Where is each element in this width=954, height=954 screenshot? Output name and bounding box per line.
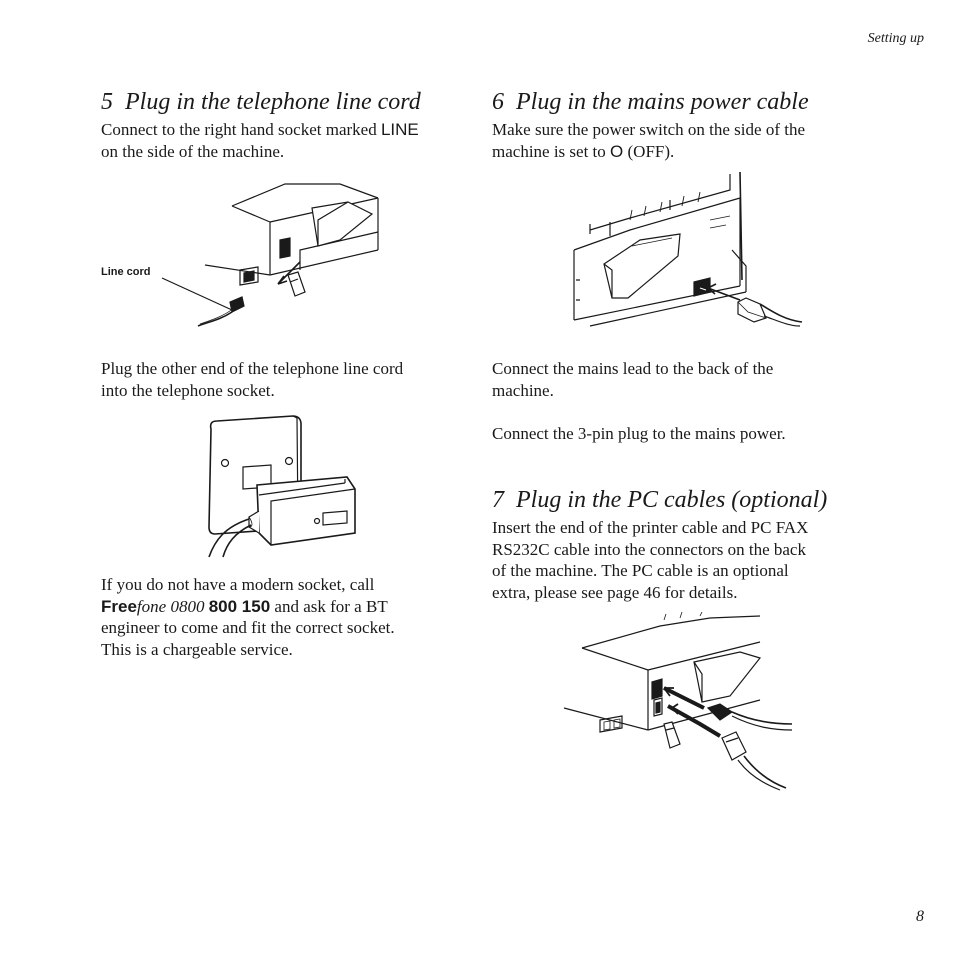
step6-intro-line1: Make sure the power switch on the side of the — [492, 120, 805, 139]
step7-para-line3: of the machine. The PC cable is an optional — [492, 561, 789, 580]
step5-intro — [101, 119, 481, 162]
step6-para3: Connect the 3-pin plug to the mains power. — [492, 424, 786, 443]
step5-title: Plug in the telephone line cord — [125, 89, 421, 115]
fax-side-line-illustration — [150, 180, 390, 330]
freefone-italic: fone 0800 — [136, 596, 205, 616]
step7-para-line2: RS232C cable into the connectors on the back — [492, 539, 806, 559]
step6-title: Plug in the mains power cable — [516, 89, 809, 115]
step5-para3-line3: engineer to come and fit the correct socket. — [101, 618, 395, 637]
step6-intro-line2-part2: (OFF). — [623, 141, 675, 161]
wall-socket-illustration — [205, 415, 365, 560]
running-head: Setting up — [867, 31, 924, 46]
step6-para2-line1: Connect the mains lead to the back of the — [492, 359, 774, 378]
step5-para3 — [101, 574, 481, 660]
fax-back-power-illustration — [570, 170, 810, 335]
freefone-number: 800 150 — [208, 596, 271, 616]
step6-heading — [492, 88, 809, 116]
page-number: 8 — [916, 908, 924, 925]
step6-para2-line2: machine. — [492, 380, 554, 400]
freefone-bold: Free — [101, 596, 137, 616]
switch-label-off: O — [610, 141, 624, 161]
step5-para3-line4: This is a chargeable service. — [101, 639, 293, 659]
socket-label-line: LINE — [380, 120, 419, 139]
step5-para3-line1: If you do not have a modern socket, call — [101, 575, 375, 594]
step7-number: 7 — [492, 487, 504, 513]
step6-intro-line2-part1: machine is set to — [492, 141, 611, 161]
step7-heading — [492, 486, 827, 514]
step7-para-line1: Insert the end of the printer cable and PC FAX — [492, 518, 809, 537]
step7-para — [492, 517, 892, 603]
step5-para2-line1: Plug the other end of the telephone line cord — [101, 359, 404, 378]
step5-intro-part2: on the side of the machine. — [101, 141, 285, 161]
step6-number: 6 — [492, 89, 504, 115]
step5-para2 — [101, 358, 481, 401]
step5-number: 5 — [101, 89, 113, 115]
step5-para3-line2-rest: and ask for a BT — [270, 596, 388, 616]
fax-pc-cables-illustration — [560, 612, 800, 792]
step5-para2-line2: into the telephone socket. — [101, 380, 275, 400]
line-cord-label: Line cord — [101, 266, 151, 278]
step6-para2 — [492, 358, 892, 401]
step5-heading — [101, 88, 421, 116]
step5-intro-part1: Connect to the right hand socket marked — [101, 120, 381, 139]
step7-title: Plug in the PC cables (optional) — [516, 487, 828, 513]
step6-intro — [492, 119, 892, 162]
step7-para-line4: extra, please see page 46 for details. — [492, 582, 738, 602]
